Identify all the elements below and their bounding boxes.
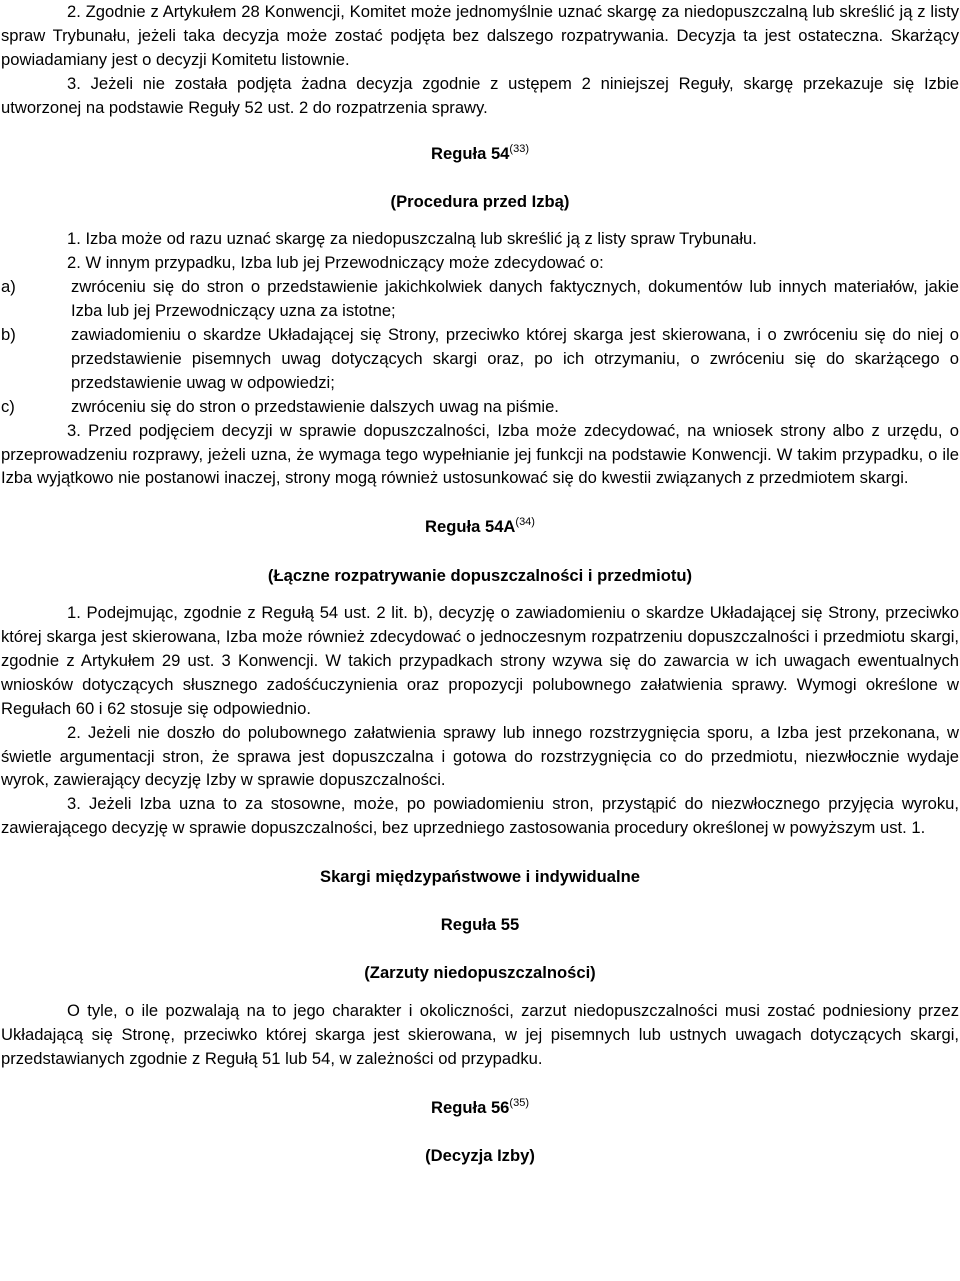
rule-54-item-a bbox=[1, 275, 959, 323]
list-item-label: b) bbox=[1, 324, 16, 344]
rule-54-paragraph-3: 3. Przed podjęciem decyzji w sprawie dopuszczalności, Izba może zdecydować, na wniosek strony albo z urzędu, o przeprowadzeniu rozprawy, jeżeli uzna, że wymaga tego wypełnianie jej funkcji na podstawie Konwencji. W takim przypadku, o ile Izba wyjątkowo nie postanowi inaczej, strony mogą również ustosunkować się do kwestii związanych z przedmiotem skargi. bbox=[1, 420, 959, 488]
section-heading: Skargi międzypaństwowe i indywidualne bbox=[320, 867, 640, 887]
rule-56-heading bbox=[1, 1096, 959, 1120]
rule-54a-footnote: (34) bbox=[515, 516, 535, 529]
rule-54a-title: Reguła 54A bbox=[425, 517, 516, 537]
rule-54-item-c bbox=[1, 395, 959, 419]
rule-56-footnote: (35) bbox=[509, 1096, 529, 1109]
rule-54-subtitle: (Procedura przed Izbą) bbox=[390, 192, 570, 212]
paragraph-top-2: 2. Zgodnie z Artykułem 28 Konwencji, Komitet może jednomyślnie uznać skargę za niedopuszczalną lub skreślić ją z listy spraw Trybunału, jeżeli taka decyzja może zostać podjęta bez dalszego rozpatrywania. Decyzja ta jest ostateczna. Skarżący powiadamiany jest o decyzji Komitetu listownie. bbox=[1, 2, 959, 69]
list-item-label: a) bbox=[1, 277, 16, 297]
rule-54-footnote: (33) bbox=[509, 142, 529, 155]
rule-54-title: Reguła 54 bbox=[431, 143, 510, 163]
list-item-text: zwróceniu się do stron o przedstawienie dalszych uwag na piśmie. bbox=[71, 396, 559, 416]
list-item-text: zawiadomieniu o skardze Układającej się Strony, przeciwko której skarga jest skierowana, i o zwróceniu się do niej o przedstawienie pisemnych uwag dotyczących skargi oraz, po ich otrzymaniu, o zwróceniu się do skarżącego o przedstawienie uwag w odpowiedzi; bbox=[71, 324, 959, 392]
list-item-label: c) bbox=[1, 396, 15, 416]
rule-54a-paragraph-1: 1. Podejmując, zgodnie z Regułą 54 ust. 2 lit. b), decyzję o zawiadomieniu o skardze Układającej się Strony, przeciwko której skarga jest skierowana, Izba może również zdecydować o jednoczesnym rozpatrzeniu dopuszczalności i przedmiotu skargi, zgodnie z Artykułem 29 ust. 3 Konwencji. W takich przypadkach strony wzywa się do zawarcia w ich uwagach ewentualnych wniosków dotyczących słusznego zadośćuczynienia oraz propozycji polubownego załatwienia sprawy. Wymogi określone w Regułach 60 i 62 stosuje się odpowiednio. bbox=[1, 603, 959, 718]
paragraph-top-3: 3. Jeżeli nie została podjęta żadna decyzja zgodnie z ustępem 2 niniejszej Reguły, skargę przekazuje się Izbie utworzonej na podstawie Reguły 52 ust. 2 do rozpatrzenia sprawy. bbox=[1, 73, 959, 117]
rule-54a-paragraph-2: 2. Jeżeli nie doszło do polubownego załatwienia sprawy lub innego rozstrzygnięcia sporu, a Izba jest przekonana, w świetle argumentacji stron, że sprawa jest dopuszczalna i gotowa do rozstrzygnięcia co do przedmiotu, niezwłocznie wydaje wyrok, zawierający decyzję Izby w sprawie dopuszczalności. bbox=[1, 722, 959, 790]
rule-56-subtitle: (Decyzja Izby) bbox=[425, 1145, 535, 1165]
rule-56-title: Reguła 56 bbox=[431, 1097, 510, 1117]
rule-54-heading bbox=[1, 142, 959, 166]
list-item-text: zwróceniu się do stron o przedstawienie jakichkolwiek danych faktycznych, dokumentów lub innych materiałów, jakie Izba lub jej Przewodniczący uzna za istotne; bbox=[71, 277, 959, 321]
rule-54a-heading bbox=[1, 515, 959, 539]
rule-54a-paragraph-3: 3. Jeżeli Izba uzna to za stosowne, może, po powiadomieniu stron, przystąpić do niezwłocznego przyjęcia wyroku, zawierającego decyzję w sprawie dopuszczalności, bez uprzedniego zastosowania procedury określonej w powyższym ust. 1. bbox=[1, 794, 959, 838]
rule-54a-subtitle: (Łączne rozpatrywanie dopuszczalności i przedmiotu) bbox=[267, 566, 693, 586]
rule-54-item-b bbox=[1, 323, 959, 395]
rule-54-paragraph-2: 2. W innym przypadku, Izba lub jej Przewodniczący może zdecydować o: bbox=[67, 253, 604, 273]
rule-55-paragraph-1: O tyle, o ile pozwalają na to jego charakter i okoliczności, zarzut niedopuszczalności musi zostać podniesiony przez Układającą się Stronę, przeciwko której skarga jest skierowana, w jej pisemnych lub ustnych uwagach dotyczących skargi, przedstawianych zgodnie z Regułą 51 lub 54, w zależności od przypadku. bbox=[1, 1000, 959, 1068]
rule-55-subtitle: (Zarzuty niedopuszczalności) bbox=[364, 963, 596, 982]
rule-55-title: Reguła 55 bbox=[440, 915, 520, 935]
rule-54-paragraph-1: 1. Izba może od razu uznać skargę za niedopuszczalną lub skreślić ją z listy spraw Trybunału. bbox=[67, 229, 757, 249]
